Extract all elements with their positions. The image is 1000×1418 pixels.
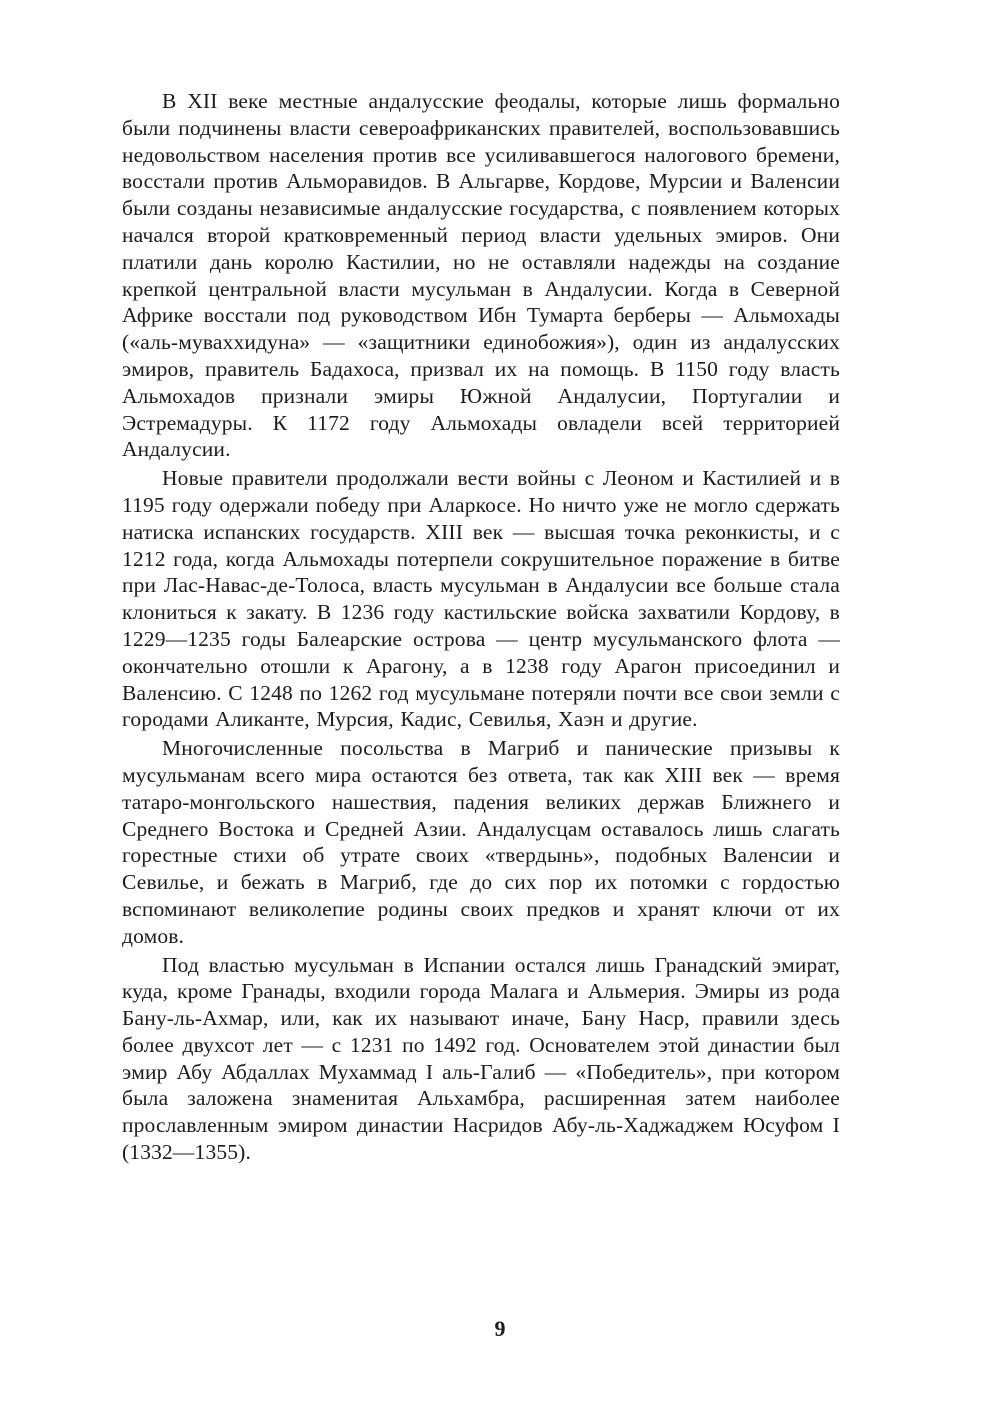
page-number: 9 — [494, 1316, 506, 1341]
page-text-body — [122, 88, 840, 1168]
paragraph-1: В XII веке местные андалусские феодалы, которые лишь формально были подчинены власти североафриканских правителей, воспользовавшись недовольством населения против все усиливавшегося налогового бремени, восстали против Альморавидов. В Альгарве, Кордове, Мурсии и Валенсии были созданы независимые андалусские государства, с появлением которых начался второй кратковременный период власти удельных эмиров. Они платили дань королю Кастилии, но не оставляли надежды на создание крепкой центральной власти мусульман в Андалусии. Когда в Северной Африке восстали под руководством Ибн Тумарта берберы — Альмохады («аль-муваххидуна» — «защитники единобожия»), один из андалусских эмиров, правитель Бадахоса, призвал их на помощь. В 1150 году власть Альмохадов признали эмиры Южной Андалусии, Португалии и Эстремадуры. К 1172 году Альмохады овладели всей территорией Андалусии. — [122, 89, 840, 462]
paragraph-2: Новые правители продолжали вести войны с Леоном и Кастилией и в 1195 году одержали победу при Аларкосе. Но ничто уже не могло сдержать натиска испанских государств. XIII век — высшая точка реконкисты, и с 1212 года, когда Альмохады потерпели сокрушительное поражение в битве при Лас-Навас-де-Толоса, власть мусульман в Андалусии все больше стала клониться к закату. В 1236 году кастильские войска захватили Кордову, в 1229—1235 годы Балеарские острова — центр мусульманского флота — окончательно отошли к Арагону, а в 1238 году Арагон присоединил и Валенсию. С 1248 по 1262 год мусульмане потеряли почти все свои земли с городами Аликанте, Мурсия, Кадис, Севилья, Хаэн и другие. — [122, 466, 840, 732]
paragraph-3: Многочисленные посольства в Магриб и панические призывы к мусульманам всего мира остаются без ответа, так как XIII век — время татаро-монгольского нашествия, падения великих держав Ближнего и Среднего Востока и Средней Азии. Андалусцам оставалось лишь слагать горестные стихи об утрате своих «твердынь», подобных Валенсии и Севилье, и бежать в Магриб, где до сих пор их потомки с гордостью вспоминают великолепие родины своих предков и хранят ключи от их домов. — [122, 736, 840, 948]
paragraph-4: Под властью мусульман в Испании остался лишь Гранадский эмират, куда, кроме Гранады, входили города Малага и Альмерия. Эмиры из рода Бану-ль-Ахмар, или, как их называют иначе, Бану Наср, правили здесь более двухсот лет — с 1231 по 1492 год. Основателем этой династии был эмир Абу Абдаллах Мухаммад I аль-Галиб — «Победитель», при котором была заложена знаменитая Альхамбра, расширенная затем наиболее прославленным эмиром династии Насридов Абу-ль-Хаджаджем Юсуфом I (1332—1355). — [122, 952, 840, 1165]
